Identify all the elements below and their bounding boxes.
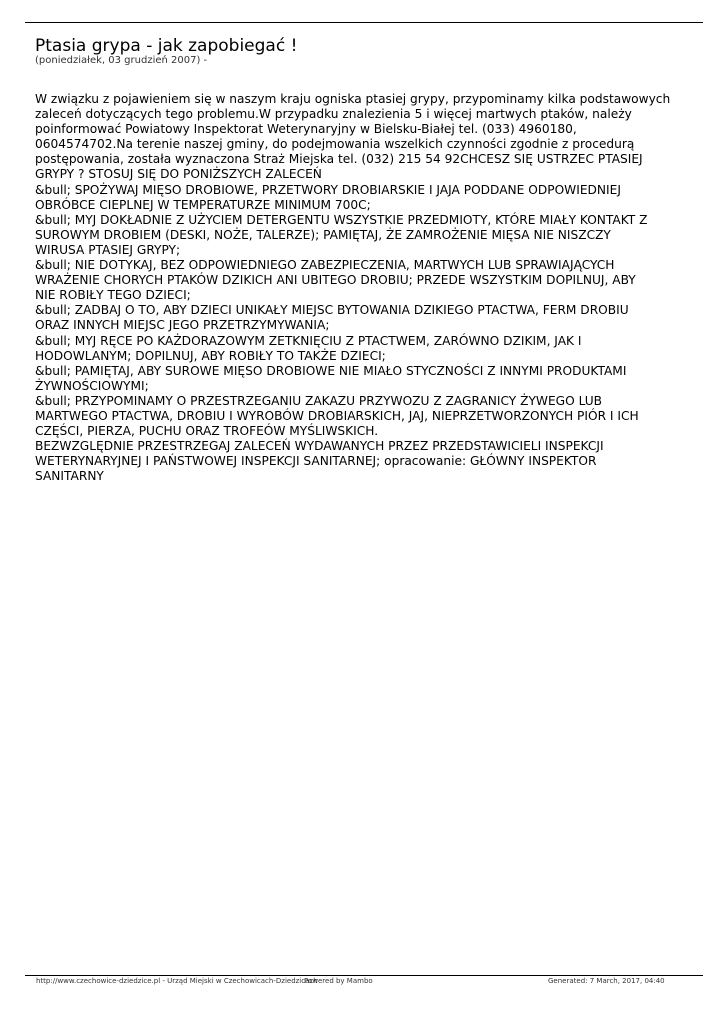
header-divider <box>25 22 703 23</box>
body-line: OBRÓBCE CIEPLNEJ W TEMPERATURZE MINIMUM 700C; <box>35 197 371 212</box>
body-line: W związku z pojawieniem się w naszym kraju ogniska ptasiej grypy, przypominamy kilka podstawowych <box>35 92 671 106</box>
article-body <box>35 92 685 484</box>
body-line: &bull; PAMIĘTAJ, ABY SUROWE MIĘSO DROBIOWE NIE MIAŁO STYCZNOŚCI Z INNYMI PRODUKTAMI <box>35 363 627 378</box>
body-line: 0604574702.Na terenie naszej gminy, do podejmowania wszelkich czynności zgodnie z procedurą <box>35 137 635 152</box>
body-line: &bull; NIE DOTYKAJ, BEZ ODPOWIEDNIEGO ZABEZPIECZENIA, MARTWYCH LUB SPRAWIAJĄCYCH <box>35 258 615 273</box>
body-line: SUROWYM DROBIEM (DESKI, NOŻE, TALERZE); PAMIĘTAJ, ŻE ZAMROŻENIE MIĘSA NIE NISZCZY <box>35 227 611 242</box>
footer-divider <box>25 975 703 976</box>
body-line: CZĘŚCI, PIERZA, PUCHU ORAZ TROFEÓW MYŚLIWSKICH. <box>35 424 379 439</box>
body-line: WETERYNARYJNEJ I PAŃSTWOWEJ INSPEKCJI SANITARNEJ; opracowanie: GŁÓWNY INSPEKTOR <box>35 454 597 469</box>
body-line: ORAZ INNYCH MIEJSC JEGO PRZETRZYMYWANIA; <box>35 318 330 333</box>
body-line: &bull; SPOŻYWAJ MIĘSO DROBIOWE, PRZETWORY DROBIARSKIE I JAJA PODDANE ODPOWIEDNIEJ <box>35 182 621 197</box>
article-title: Ptasia grypa - jak zapobiegać ! <box>35 36 298 56</box>
body-line: SANITARNY <box>35 469 104 484</box>
body-line: GRYPY ? STOSUJ SIĘ DO PONIŻSZYCH ZALECEŃ <box>35 167 322 182</box>
body-line: MARTWEGO PTACTWA, DROBIU I WYROBÓW DROBIARSKICH, JAJ, NIEPRZETWORZONYCH PIÓR I ICH <box>35 408 639 423</box>
body-line: BEZWZGLĘDNIE PRZESTRZEGAJ ZALECEŃ WYDAWANYCH PRZEZ PRZEDSTAWICIELI INSPEKCJI <box>35 439 604 454</box>
body-line: NIE ROBIŁY TEGO DZIECI; <box>35 288 191 303</box>
body-line: &bull; ZADBAJ O TO, ABY DZIECI UNIKAŁY MIEJSC BYTOWANIA DZIKIEGO PTACTWA, FERM DROBIU <box>35 303 629 318</box>
footer-generated: Generated: 7 March, 2017, 04:40 <box>548 977 665 985</box>
body-line: &bull; PRZYPOMINAMY O PRZESTRZEGANIU ZAKAZU PRZYWOZU Z ZAGRANICY ŻYWEGO LUB <box>35 393 603 408</box>
body-line: ŻYWNOŚCIOWYMI; <box>35 378 149 393</box>
footer-url: http://www.czechowice-dziedzice.pl - Urząd Miejski w Czechowicach-Dziedzicach <box>36 977 318 985</box>
body-line: WIRUSA PTASIEJ GRYPY; <box>35 242 181 257</box>
body-line: zaleceń dotyczących tego problemu.W przypadku znalezienia 5 i więcej martwych ptaków, należy <box>35 107 632 122</box>
footer-powered-by: Powered by Mambo <box>304 977 373 985</box>
article-date: (poniedziałek, 03 grudzień 2007) - <box>35 55 208 66</box>
body-line: postępowania, została wyznaczona Straż Miejska tel. (032) 215 54 92CHCESZ SIĘ USTRZEC PTASIEJ <box>35 152 643 167</box>
body-line: &bull; MYJ DOKŁADNIE Z UŻYCIEM DETERGENTU WSZYSTKIE PRZEDMIOTY, KTÓRE MIAŁY KONTAKT Z <box>35 212 648 227</box>
body-line: WRAŻENIE CHORYCH PTAKÓW DZIKICH ANI UBITEGO DROBIU; PRZEDE WSZYSTKIM DOPILNUJ, ABY <box>35 273 636 288</box>
body-line: &bull; MYJ RĘCE PO KAŻDORAZOWYM ZETKNIĘCIU Z PTACTWEM, ZARÓWNO DZIKIM, JAK I <box>35 333 582 348</box>
body-line: poinformować Powiatowy Inspektorat Weterynaryjny w Bielsku-Białej tel. (033) 4960180, <box>35 122 577 137</box>
body-line: HODOWLANYM; DOPILNUJ, ABY ROBIŁY TO TAKŻE DZIECI; <box>35 348 386 363</box>
